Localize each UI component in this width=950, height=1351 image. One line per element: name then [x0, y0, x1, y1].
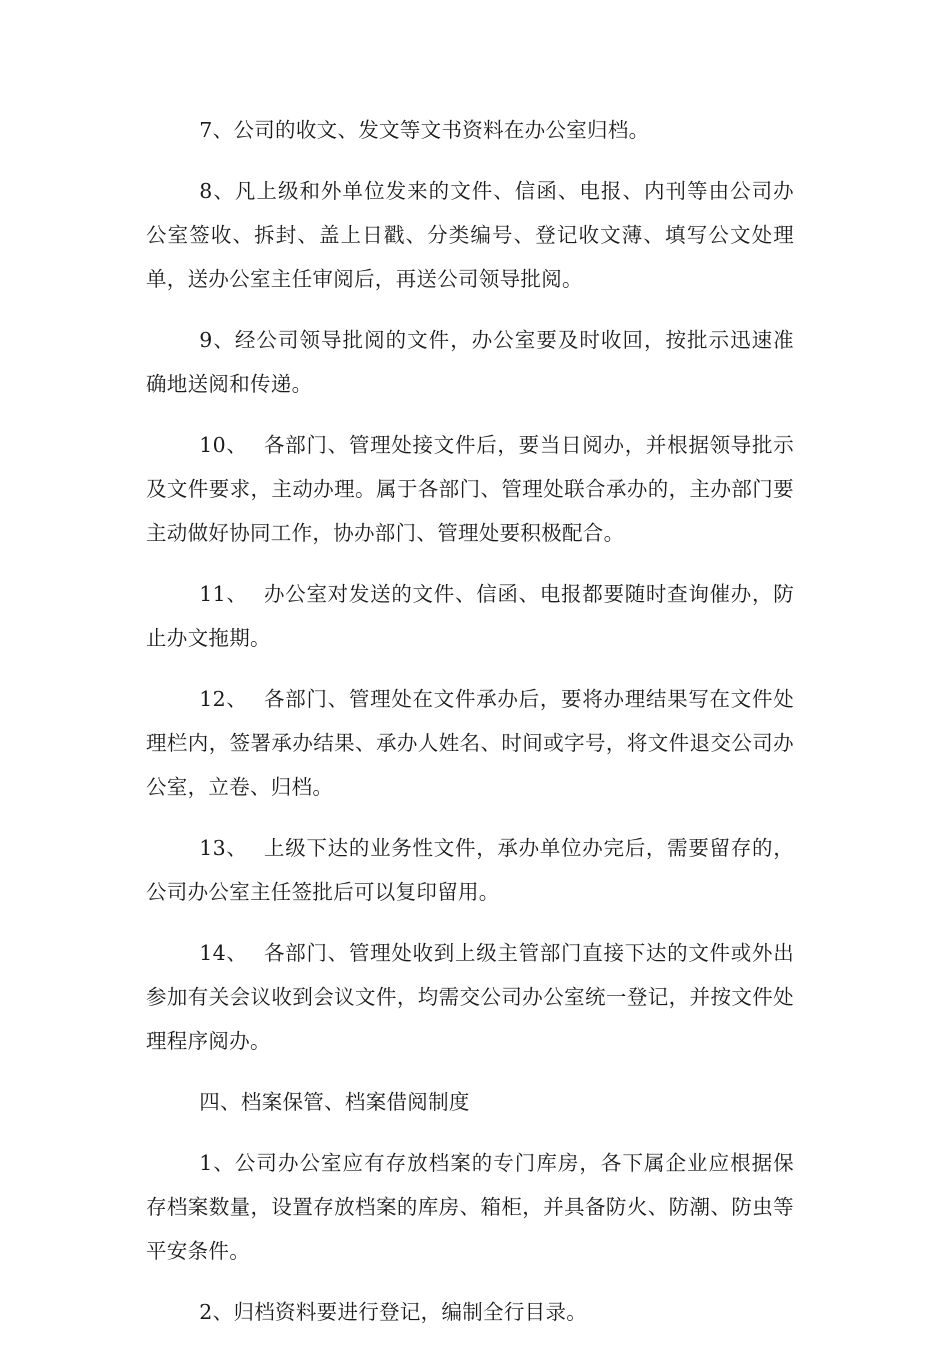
- paragraph-item-archive-2: [146, 1290, 794, 1334]
- paragraph-number: 14、: [199, 941, 248, 965]
- paragraph-number: 1、: [199, 1151, 235, 1175]
- paragraph-item-14: [146, 931, 794, 1063]
- section-heading: [146, 1080, 794, 1124]
- paragraph-item-12: [146, 677, 794, 809]
- paragraph-number: 2、: [199, 1300, 234, 1324]
- paragraph-number: 11、: [199, 582, 248, 606]
- paragraph-number: 12、: [199, 687, 248, 711]
- paragraph-item-7: [146, 108, 794, 152]
- paragraph-number: 10、: [199, 433, 248, 457]
- paragraph-text: 经公司领导批阅的文件，办公室要及时收回，按批示迅速准确地送阅和传递。: [146, 328, 794, 396]
- paragraph-text: 各部门、管理处接文件后，要当日阅办，并根据领导批示及文件要求，主动办理。属于各部门、管理处联合承办的，主办部门要主动做好协同工作，协办部门、管理处要积极配合。: [146, 433, 794, 545]
- paragraph-text: 公司办公室应有存放档案的专门库房，各下属企业应根据保存档案数量，设置存放档案的库房、箱柜，并具备防火、防潮、防虫等平安条件。: [146, 1151, 794, 1263]
- paragraph-item-11: [146, 572, 794, 660]
- paragraph-number: 7、: [199, 118, 234, 142]
- paragraph-text: 凡上级和外单位发来的文件、信函、电报、内刊等由公司办公室签收、拆封、盖上日戳、分类编号、登记收文薄、填写公文处理单，送办公室主任审阅后，再送公司领导批阅。: [146, 179, 794, 291]
- paragraph-item-9: [146, 318, 794, 406]
- paragraph-item-13: [146, 826, 794, 914]
- paragraph-item-10: [146, 423, 794, 555]
- paragraph-text: 上级下达的业务性文件，承办单位办完后，需要留存的，公司办公室主任签批后可以复印留用。: [146, 836, 794, 904]
- paragraph-number: 13、: [199, 836, 248, 860]
- paragraph-text: 各部门、管理处收到上级主管部门直接下达的文件或外出参加有关会议收到会议文件，均需交公司办公室统一登记，并按文件处理程序阅办。: [146, 941, 794, 1053]
- paragraph-number: 8、: [199, 179, 235, 203]
- paragraph-text: 办公室对发送的文件、信函、电报都要随时查询催办，防止办文拖期。: [146, 582, 794, 650]
- paragraph-text: 公司的收文、发文等文书资料在办公室归档。: [233, 118, 650, 142]
- paragraph-text: 各部门、管理处在文件承办后，要将办理结果写在文件处理栏内，签署承办结果、承办人姓名、时间或字号，将文件退交公司办公室，立卷、归档。: [146, 687, 794, 799]
- paragraph-text: 归档资料要进行登记，编制全行目录。: [233, 1300, 588, 1324]
- document-page: [146, 108, 794, 1351]
- section-heading-text: 四、档案保管、档案借阅制度: [199, 1090, 470, 1114]
- paragraph-number: 9、: [199, 328, 235, 352]
- paragraph-item-8: [146, 169, 794, 301]
- paragraph-item-archive-1: [146, 1141, 794, 1273]
